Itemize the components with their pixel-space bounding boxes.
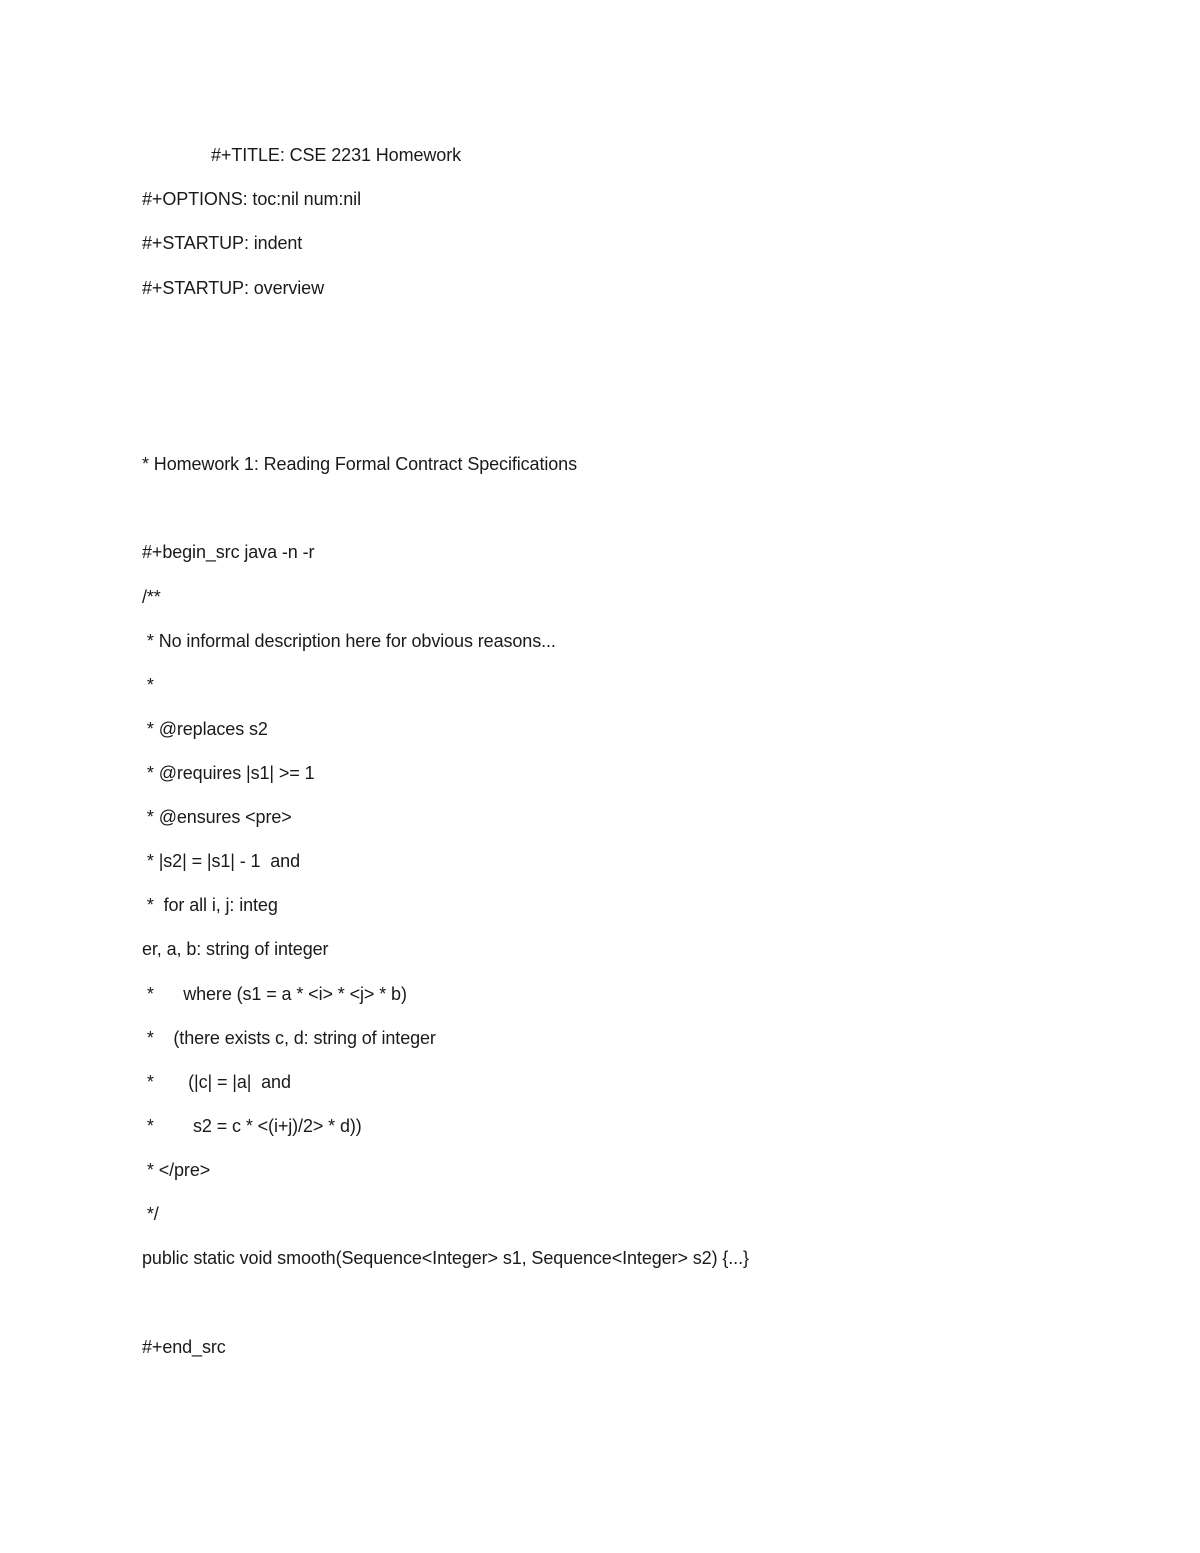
code-line: * (there exists c, d: string of integer (142, 1028, 436, 1048)
code-line: * @requires |s1| >= 1 (142, 763, 315, 783)
code-line: * |s2| = |s1| - 1 and (142, 851, 300, 871)
code-line: * where (s1 = a * <i> * <j> * b) (142, 984, 407, 1004)
src-end-line: #+end_src (142, 1337, 226, 1357)
code-line: er, a, b: string of integer (142, 939, 329, 959)
code-line: * (|c| = |a| and (142, 1072, 291, 1092)
code-line: * for all i, j: integ (142, 895, 278, 915)
section-heading: * Homework 1: Reading Formal Contract Specifications (142, 454, 577, 474)
code-line: * @ensures <pre> (142, 807, 292, 827)
startup-indent-line: #+STARTUP: indent (142, 233, 303, 253)
options-line: #+OPTIONS: toc:nil num:nil (142, 189, 361, 209)
code-line: * No informal description here for obvious reasons... (142, 631, 556, 651)
code-line: * </pre> (142, 1160, 211, 1180)
code-line: * @replaces s2 (142, 719, 268, 739)
code-line: /** (142, 587, 161, 607)
code-line: */ (142, 1204, 159, 1224)
code-line: * (142, 675, 154, 695)
startup-overview-line: #+STARTUP: overview (142, 278, 324, 298)
title-line: #+TITLE: CSE 2231 Homework (211, 145, 462, 165)
method-signature-line: public static void smooth(Sequence<Integer> s1, Sequence<Integer> s2) {...} (142, 1248, 749, 1268)
code-line: * s2 = c * <(i+j)/2> * d)) (142, 1116, 362, 1136)
src-begin-line: #+begin_src java -n -r (142, 542, 315, 562)
